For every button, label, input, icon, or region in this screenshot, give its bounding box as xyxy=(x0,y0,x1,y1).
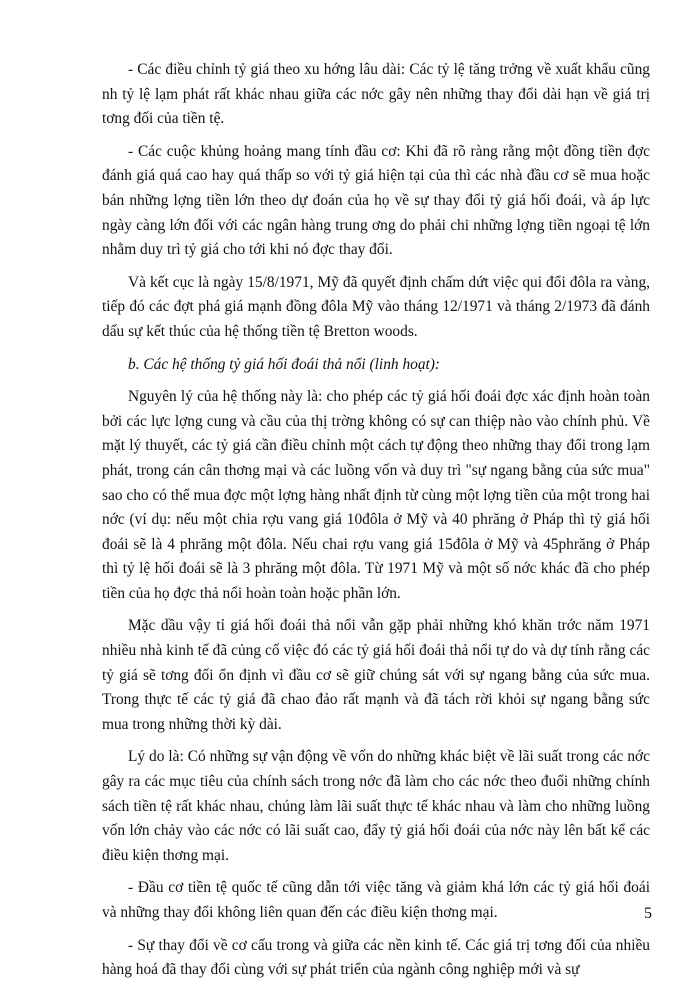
paragraph-structural-change: - Sự thay đổi về cơ cấu trong và giữa các nền kinh tế. Các giá trị tơng đối của nhiều hàng hoá đã thay đổi cùng với sự phát triển của ngành công nghiệp mới và sự xyxy=(102,936,650,979)
paragraph-speculative-crises: - Các cuộc khủng hoảng mang tính đầu cơ: Khi đã rõ ràng rằng một đồng tiền đợc đánh giá quá cao hay quá thấp so với tỷ giá hiện tại của thì các nhà đầu cơ sẽ mua hoặc bán những lợng tiền lớn theo dự đoán của họ về sự thay đổi tỷ giá hối đoái, và áp lực ngày càng lớn đối với các ngân hàng trung ơng do phải chi những lợng tiền ngoại tệ lớn nhằm duy trì tỷ giá cho tới khi nó đợc thay đổi. xyxy=(102,142,650,259)
paragraph-speculation: - Đầu cơ tiền tệ quốc tế cũng dẫn tới việc tăng và giảm khá lớn các tỷ giá hối đoái và những thay đổi không liên quan đến các điều kiện thơng mại. xyxy=(102,879,650,921)
paragraph-floating-principle: Nguyên lý của hệ thống này là: cho phép các tỷ giá hối đoái đợc xác định hoàn toàn bởi các lực lợng cung và cầu của thị trờng không có sự can thiệp nào vào chính phủ. Về mặt lý thuyết, các tỷ giá cần điều chỉnh một cách tự động theo những thay đổi trong lạm phát, trong cán cân thơng mại và các luồng vốn và duy trì "sự ngang bằng của sức mua" sao cho có thể mua đợc một lợng hàng nhất định từ cùng một lợng tiền của một trong hai nớc (ví dụ: nếu một chia rợu vang giá 10đôla ở Mỹ và 40 phrăng ở Pháp thì tỷ giá hối đoái sẽ là 4 phrăng một đôla. Nếu chai rợu vang giá 15đôla ở Mỹ và 45phrăng ở Pháp thì tỷ lệ hối đoái sẽ là 3 phrăng một đôla. Từ 1971 Mỹ và một số nớc khác đã cho phép tiền của họ đợc thả nổi hoàn toàn hoặc phần lớn. xyxy=(102,388,650,602)
page-number: 5 xyxy=(644,905,652,922)
page-body xyxy=(102,58,650,991)
paragraph-bretton-woods-end: Và kết cục là ngày 15/8/1971, Mỹ đã quyết định chấm dứt việc qui đổi đôla ra vàng, tiếp đó các đợt phá giá mạnh đồng đôla Mỹ vào tháng 12/1971 và tháng 2/1973 đã đánh dấu sự kết thúc của hệ thống tiền tệ Bretton woods. xyxy=(102,273,650,340)
paragraph-floating-difficulties: Mặc dầu vậy tỉ giá hối đoái thả nổi vẫn gặp phải những khó khăn trớc năm 1971 nhiều nhà kinh tế đã củng cố việc đó các tỷ giá hối đoái thả nổi tự do và dự tính rằng các tỷ giá sẽ tơng đối ổn định vì đầu cơ sẽ giữ chúng sát với sự ngang bằng của sức mua. Trong thực tế các tỷ giá đã chao đảo rất mạnh và đã tách rời khỏi sự ngang bằng sức mua trong những thời kỳ dài. xyxy=(102,617,650,733)
paragraph-reasons: Lý do là: Có những sự vận động về vốn do những khác biệt về lãi suất trong các nớc gây ra các mục tiêu của chính sách trong nớc đã làm cho các nớc theo đuổi những chính sách tiền tệ rất khác nhau, chúng làm lãi suất thực tế khác nhau và làm cho những luồng vốn lớn chảy vào các nớc có lãi suất cao, đẩy tỷ giá hối đoái của nớc này lên bất kể các điều kiện thơng mại. xyxy=(102,748,650,864)
paragraph-long-term-adjustments: - Các điều chỉnh tỷ giá theo xu hớng lâu dài: Các tỷ lệ tăng trởng về xuất khẩu cũng nh tỷ lệ lạm phát rất khác nhau giữa các nớc gây nên những thay đổi dài hạn về giá trị tơng đối của tiền tệ. xyxy=(102,61,650,128)
section-heading: b. Các hệ thống tỷ giá hối đoái thả nổi (linh hoạt): xyxy=(128,355,441,373)
